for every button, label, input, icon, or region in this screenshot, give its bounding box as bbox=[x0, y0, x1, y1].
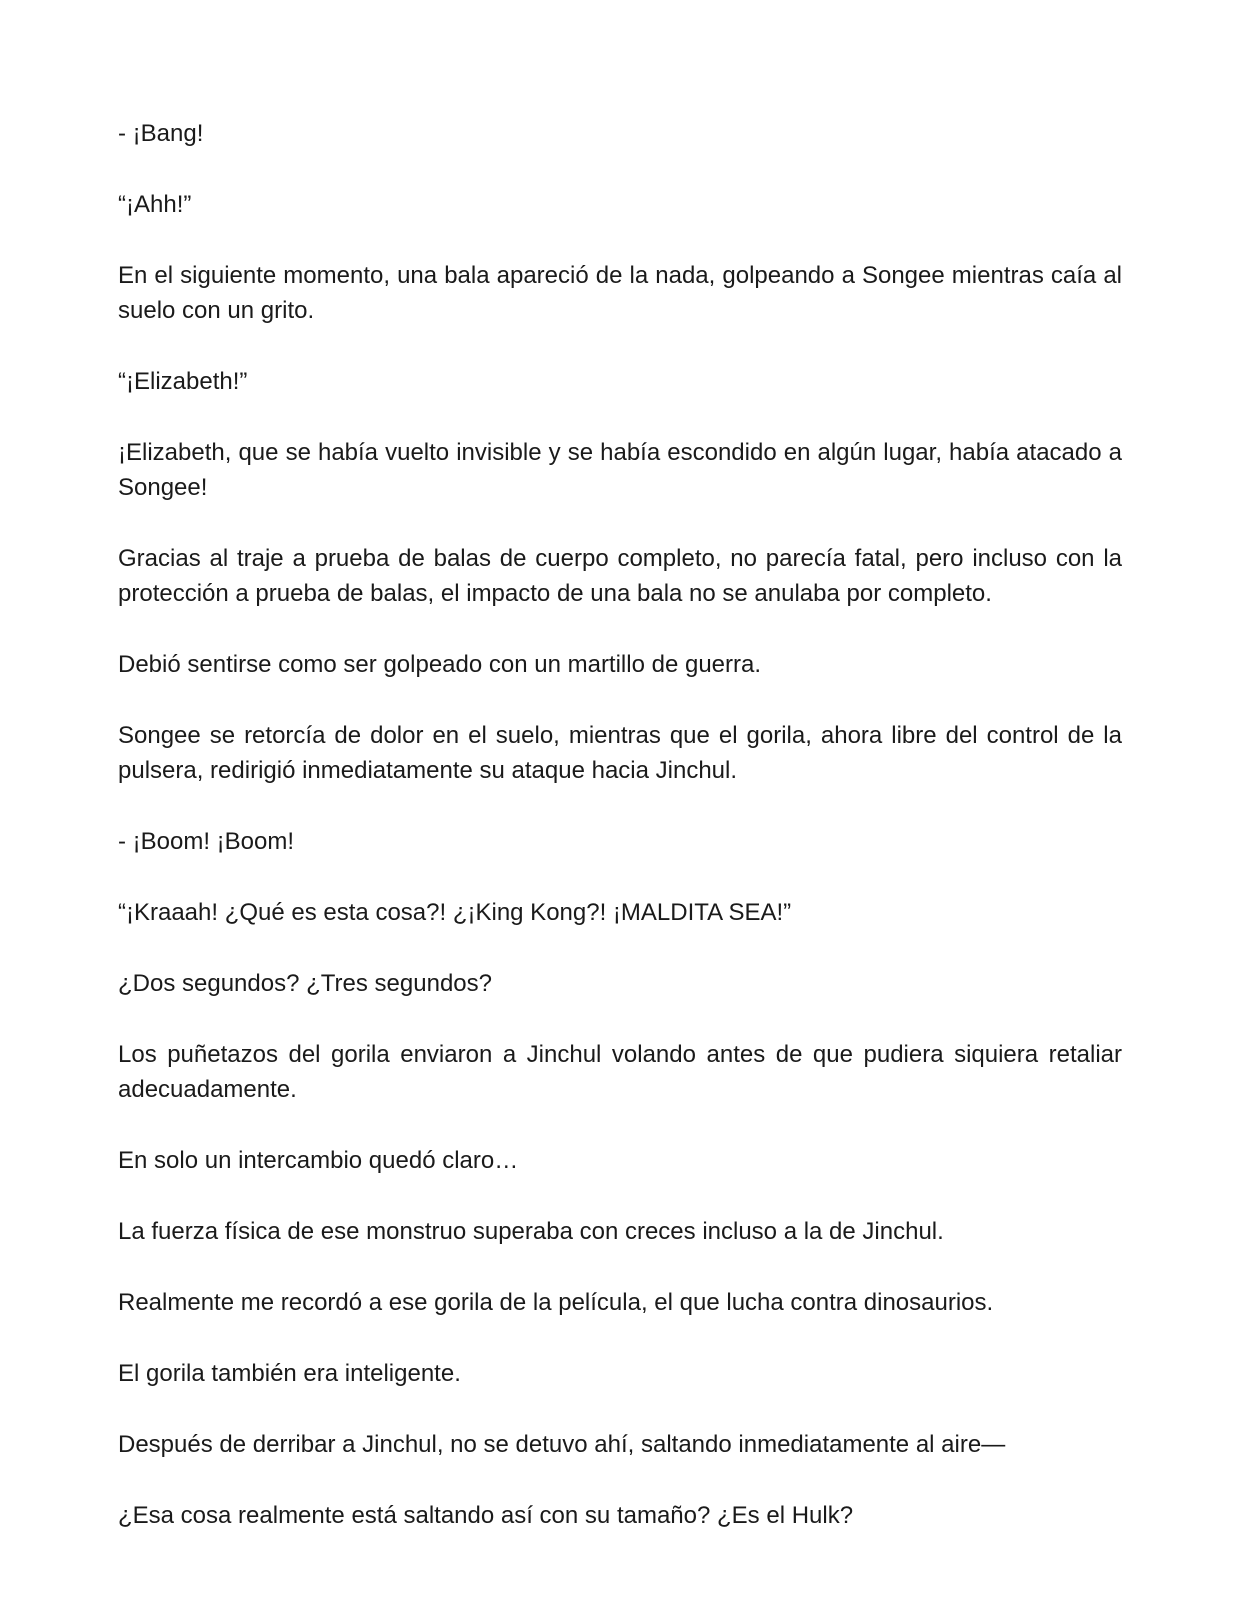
paragraph-exchange: En solo un intercambio quedó claro… bbox=[118, 1147, 519, 1174]
paragraph-intelligent: El gorila también era inteligente. bbox=[118, 1360, 461, 1387]
paragraph-elizabeth-attack: ¡Elizabeth, que se había vuelto invisible y se había escondido en algún lugar, había atacado a Songee! bbox=[118, 439, 1122, 501]
body-text bbox=[118, 116, 1122, 1569]
paragraph-hulk: ¿Esa cosa realmente está saltando así con su tamaño? ¿Es el Hulk? bbox=[118, 1502, 854, 1529]
paragraph-war-hammer: Debió sentirse como ser golpeado con un martillo de guerra. bbox=[118, 651, 762, 678]
paragraph-kraaah: “¡Kraaah! ¿Qué es esta cosa?! ¿¡King Kong?! ¡MALDITA SEA!” bbox=[118, 899, 792, 926]
paragraph-seconds: ¿Dos segundos? ¿Tres segundos? bbox=[118, 970, 492, 997]
paragraph-punches: Los puñetazos del gorila enviaron a Jinchul volando antes de que pudiera siquiera retaliar adecuadamente. bbox=[118, 1041, 1122, 1103]
paragraph-ahh: “¡Ahh!” bbox=[118, 191, 192, 218]
paragraph-gorilla-redirects: Songee se retorcía de dolor en el suelo, mientras que el gorila, ahora libre del control de la pulsera, redirigió inmediatamente su ataque hacia Jinchul. bbox=[118, 722, 1122, 784]
paragraph-elizabeth-shout: “¡Elizabeth!” bbox=[118, 368, 248, 395]
paragraph-physical-strength: La fuerza física de ese monstruo superaba con creces incluso a la de Jinchul. bbox=[118, 1218, 944, 1245]
paragraph-movie-gorilla: Realmente me recordó a ese gorila de la película, el que lucha contra dinosaurios. bbox=[118, 1289, 994, 1316]
paragraph-bulletproof-suit: Gracias al traje a prueba de balas de cuerpo completo, no parecía fatal, pero incluso con la protección a prueba de balas, el impacto de una bala no se anulaba por completo. bbox=[118, 545, 1122, 607]
paragraph-jumping: Después de derribar a Jinchul, no se detuvo ahí, saltando inmediatamente al aire— bbox=[118, 1431, 1006, 1458]
paragraph-bullet-appears: En el siguiente momento, una bala apareció de la nada, golpeando a Songee mientras caía al suelo con un grito. bbox=[118, 262, 1122, 324]
paragraph-boom: - ¡Boom! ¡Boom! bbox=[118, 828, 295, 855]
paragraph-bang: - ¡Bang! bbox=[118, 120, 204, 147]
